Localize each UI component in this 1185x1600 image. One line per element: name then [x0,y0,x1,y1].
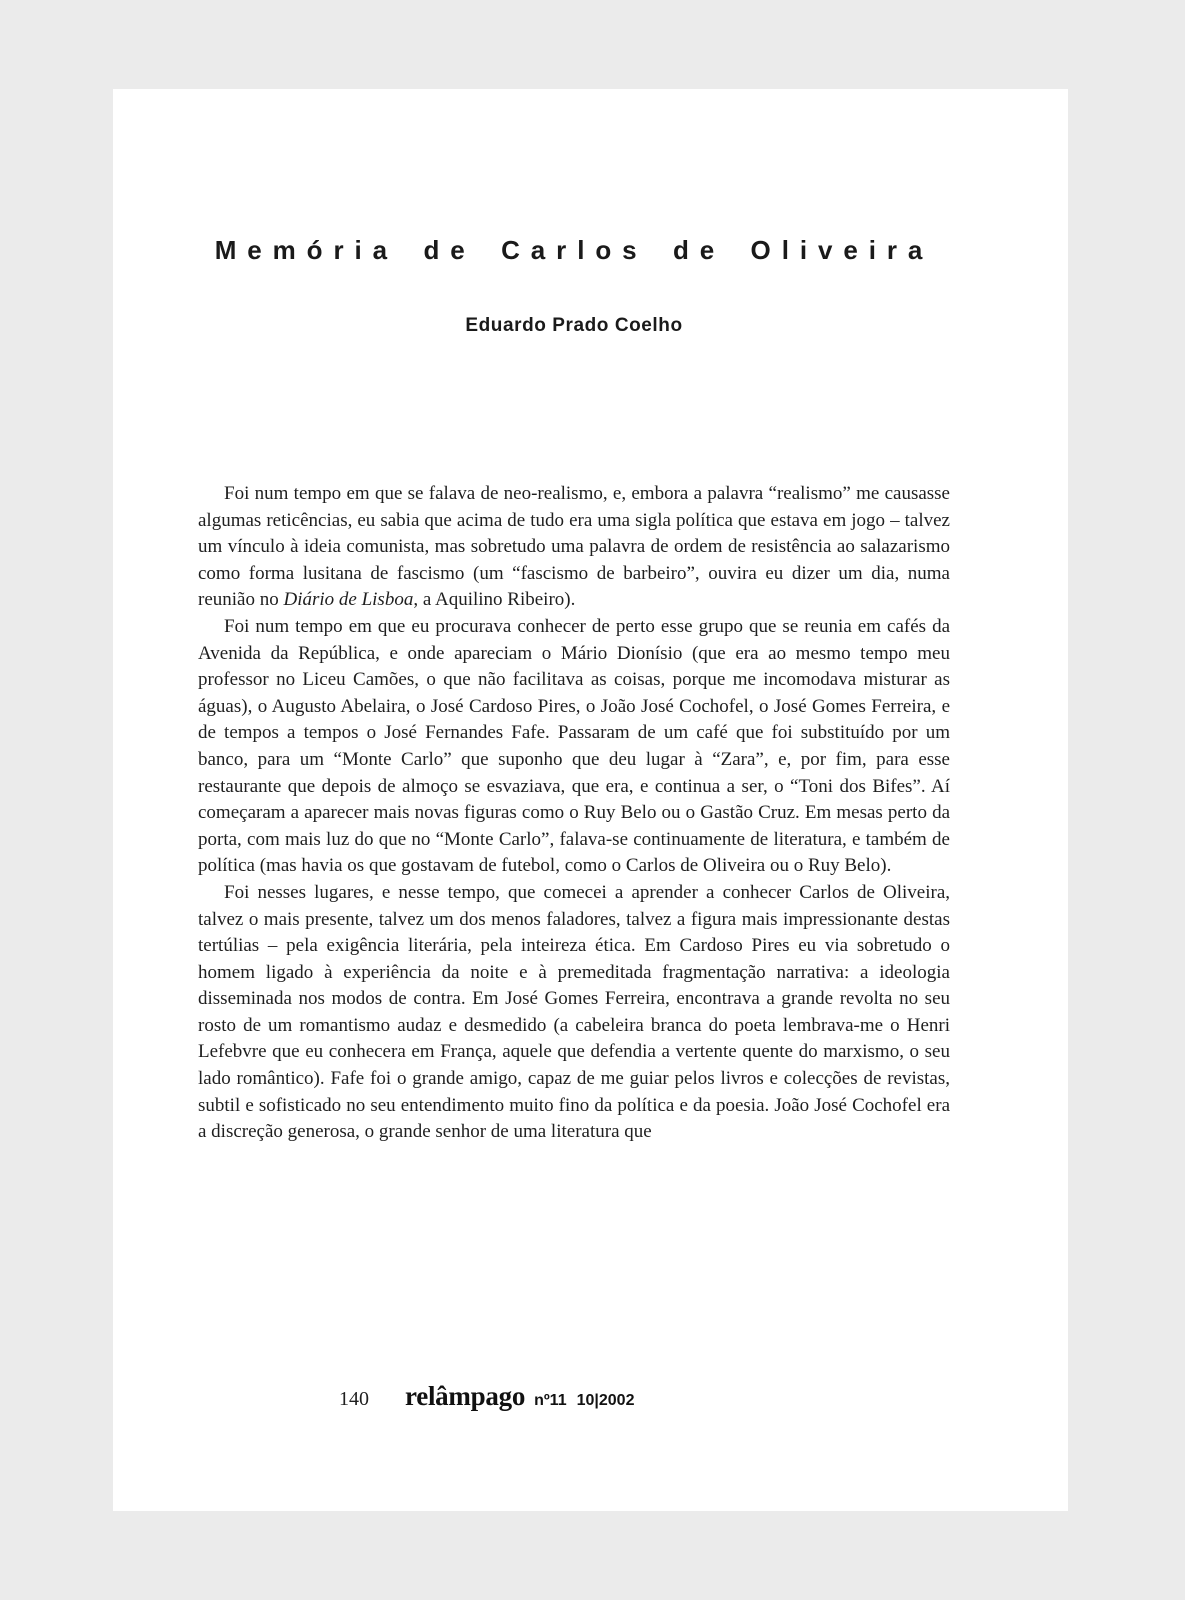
article-title: Memória de Carlos de Oliveira [214,235,934,265]
issue-number: nº11 [534,1392,567,1409]
paragraph-1 [198,481,950,614]
footer [339,1381,634,1412]
paragraph-3: Foi nesses lugares, e nesse tempo, que comecei a aprender a conhecer Carlos de Oliveira, talvez o mais presente, talvez um dos menos faladores, talvez a figura mais impressionante destas tertúlias – pela exigência literária, pela inteireza ética. Em Cardoso Pires eu via sobretudo o homem ligado à experiência da noite e à premeditada fragmentação narrativa: a ideologia disseminada nos modos de contra. Em José Gomes Ferreira, encontrava a grande revolta no seu rosto de um romantismo audaz e desmedido (a cabeleira branca do poeta lembrava-me o Henri Lefebvre que eu conhecera em França, aquele que defendia a vertente quente do marxismo, o seu lado romântico). Fafe foi o grande amigo, capaz de me guiar pelos livros e colecções de revistas, subtil e sofisticado no seu entendimento muito fino da política e da poesia. João José Cochofel era a discreção generosa, o grande senhor de uma literatura que [198,881,950,1143]
article-author: Eduardo Prado Coelho [465,315,683,336]
paragraph-2: Foi num tempo em que eu procurava conhecer de perto esse grupo que se reunia em cafés da Avenida da República, e onde apareciam o Mário Dionísio (que era ao mesmo tempo meu professor no Liceu Camões, o que não facilitava as coisas, porque me incomodava misturar as águas), o Augusto Abelaira, o José Cardoso Pires, o João José Cochofel, o José Gomes Ferreira, e de tempos a tempos o José Fernandes Fafe. Passaram de um café que foi substituído por um banco, para um “Monte Carlo” que suponho que deu lugar à “Zara”, e, por fim, para esse restaurante que depois de almoço se esvaziava, que era, e continua a ser, o “Toni dos Bifes”. Aí começaram a aparecer mais novas figuras como o Ruy Belo ou o Gastão Cruz. Em mesas perto da porta, com mais luz do que no “Monte Carlo”, falava-se continuamente de literatura, e também de política (mas havia os que gostavam de futebol, como o Carlos de Oliveira ou o Ruy Belo). [198,615,950,877]
page-number: 140 [339,1388,369,1410]
paragraph-1-text: Foi num tempo em que se falava de neo-realismo, e, embora a palavra “realismo” me causasse algumas reticências, eu sabia que acima de tudo era uma sigla política que estava em jogo – talvez um vínculo à ideia comunista, mas sobretudo uma palavra de ordem de resistência ao salazarismo como forma lusitana de fascismo (um “fascismo de barbeiro”, ouvira eu dizer um dia, numa reunião no [198,483,950,611]
journal-name: relâmpago [405,1381,526,1411]
paragraph-1-text-end: , a Aquilino Ribeiro). [413,589,576,611]
body-text [198,481,950,1146]
author-block [198,315,950,337]
issue-date: 10|2002 [576,1392,635,1409]
title-block [198,235,950,266]
page [113,89,1068,1511]
journal-title-italic: Diário de Lisboa [283,589,414,611]
